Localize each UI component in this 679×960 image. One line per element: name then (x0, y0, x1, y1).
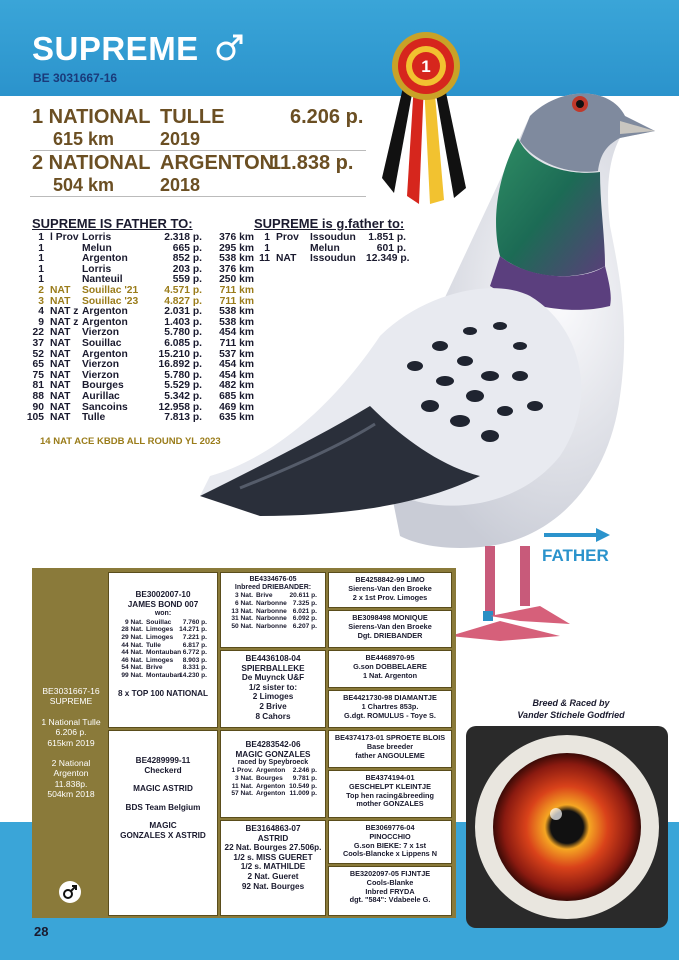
table-cell: 601 p. (376, 242, 406, 254)
table-cell: 469 km (219, 401, 254, 413)
text-line: BE4289999-11 (135, 756, 191, 765)
table-cell: 1 (264, 242, 270, 254)
result-cell: 7.760 p. (182, 618, 207, 626)
table-cell: 5.780 p. (164, 327, 202, 339)
table-cell: 37 (32, 337, 44, 349)
pedigree-dam (108, 730, 218, 916)
table-row (248, 253, 410, 265)
table-cell: Lorris (82, 232, 112, 243)
result-cell: Narbonne (256, 622, 287, 630)
text-line: G.son BIEKE: 7 x 1st (353, 840, 427, 850)
result-cell: 54 Nat. (121, 664, 143, 672)
subject-line: 11.838p. (54, 778, 88, 789)
table-cell: NAT (50, 380, 71, 392)
result-cell: Bourges (256, 774, 283, 782)
result-row (221, 767, 325, 775)
table-cell: 105 (26, 412, 44, 424)
result-cell: Argenton (256, 782, 286, 790)
text-line: BE3098498 MONIQUE (352, 613, 428, 622)
table-cell: 454 km (219, 359, 254, 371)
dam-lines (109, 756, 217, 841)
result-cell: 11.009 p. (289, 790, 317, 798)
table-cell: NAT (50, 348, 71, 360)
table-cell: 6.085 p. (164, 337, 202, 349)
text-line: G.son DOBBELAERE (353, 661, 427, 671)
result-cell: 20.611 p. (289, 592, 317, 600)
result-cell: 6.207 p. (292, 622, 317, 630)
table-cell: Souillac '23 (82, 295, 139, 307)
table-cell: l Prov (50, 232, 79, 243)
pedigree-ggparent (328, 866, 452, 916)
table-cell: 665 p. (172, 242, 202, 254)
result-row (221, 608, 325, 616)
table-cell: 1 (38, 263, 44, 275)
result-cell: 7.221 p. (182, 633, 207, 641)
subject-line: BE3031667-16 (42, 686, 100, 696)
table-cell: Vierzon (82, 369, 120, 381)
result-cell: Montauban (146, 671, 182, 679)
sire-extra: 8 x TOP 100 NATIONAL (117, 688, 209, 698)
table-cell: 537 km (219, 348, 254, 360)
text-line: G.dgt. ROMULUS - Toye S. (344, 710, 436, 720)
table-cell: Vierzon (82, 327, 120, 339)
table-cell: 5.342 p. (164, 390, 202, 402)
arrow-right-icon (544, 528, 610, 542)
text-line: BDS Team Belgium (125, 802, 201, 812)
table-cell: 1 (38, 242, 44, 254)
table-cell: 3 (38, 295, 44, 307)
result-cell: 14.271 p. (179, 626, 207, 634)
table-cell (44, 265, 82, 276)
eye-image (466, 726, 668, 928)
result-cell: 1 Prov. (231, 767, 253, 775)
result-row (109, 649, 217, 657)
table-cell: 11 (259, 253, 270, 265)
table-cell: 1 (264, 232, 270, 243)
result-row (221, 600, 325, 608)
table-cell: 5.529 p. (164, 380, 202, 392)
subject-line: 615km 2019 (47, 737, 95, 748)
table-cell: NAT (50, 390, 71, 402)
ss-results (221, 592, 325, 630)
text-line: BE3069776-04 (365, 823, 415, 832)
result-cell: 29 Nat. (121, 633, 143, 641)
result-row (109, 664, 217, 672)
pedigree-ss (220, 572, 326, 648)
table-cell: 5.780 p. (164, 369, 202, 381)
ds-ring: BE4283542-06 (245, 740, 301, 749)
result-2-race: ARGENTON (160, 152, 275, 174)
table-cell: NAT (50, 401, 71, 413)
text-line: Cools-Blancke x Lippens N (342, 849, 438, 859)
result-cell: Argenton (256, 767, 286, 775)
table-cell: 2.031 p. (164, 306, 202, 318)
subject-line: 1 National Tulle (41, 716, 101, 727)
ds-results (221, 767, 325, 797)
result-cell: Limoges (146, 626, 174, 634)
result-row (109, 634, 217, 642)
table-cell: 12.958 p. (158, 401, 202, 413)
table-cell: 7.813 p. (164, 412, 202, 424)
pedigree-ggparent (328, 650, 452, 688)
table-cell: NAT (276, 253, 297, 265)
result-1-place: 1 NATIONAL (32, 106, 151, 128)
result-cell: 8.331 p. (182, 664, 207, 672)
ds-sub: raced by Speybroeck (237, 759, 309, 767)
result-cell: Limoges (146, 656, 174, 664)
table-cell (44, 254, 82, 265)
result-2-distance: 504 km (53, 175, 115, 195)
result-cell: Montauban (146, 649, 182, 657)
ss-ring: BE4334676-05 (249, 576, 297, 583)
table-cell: Argenton (82, 316, 128, 328)
table-cell: 4.827 p. (164, 295, 202, 307)
pedigree-ggparent (328, 770, 452, 818)
table-cell: 376 km (219, 263, 254, 275)
table-cell: Aurillac (82, 390, 120, 402)
table-cell: 635 km (219, 412, 254, 424)
table-cell: Nanteuil (82, 274, 123, 286)
ace-note: 14 NAT ACE KBDB ALL ROUND YL 2023 (40, 436, 221, 447)
result-row (109, 657, 217, 665)
text-line: 1/2 s. MISS GUERET (233, 852, 313, 862)
result-cell: 7.325 p. (292, 600, 317, 607)
table-cell: 65 (32, 359, 44, 371)
result-cell: Souillac (146, 618, 172, 626)
text-line: BE3202097-05 FIJNTJE (349, 869, 431, 878)
table-cell: 12.349 p. (366, 253, 410, 265)
table-cell: 81 (32, 380, 44, 392)
table-cell: 88 (32, 390, 44, 402)
page-title (32, 30, 246, 68)
pedigree-ggparent (328, 572, 452, 608)
male-symbol-icon (58, 880, 82, 904)
table-row (248, 233, 406, 244)
table-cell: Sancoins (82, 401, 128, 413)
pedigree-ggparent (328, 610, 452, 648)
table-cell: 1.403 p. (164, 316, 202, 328)
result-row (221, 615, 325, 623)
text-line: Cools-Blanke (366, 877, 414, 887)
result-row (109, 642, 217, 650)
result-cell: 99 Nat. (121, 671, 143, 679)
table-row (24, 392, 254, 403)
pedigree-sd (220, 650, 326, 728)
result-2-place: 2 NATIONAL (32, 152, 151, 174)
table-cell: 203 p. (172, 263, 202, 275)
result-cell: Narbonne (256, 607, 287, 615)
result-cell: 10.549 p. (289, 782, 317, 790)
father-to-table (24, 233, 254, 424)
text-line: PINOCCHIO (369, 831, 411, 841)
breeder-line-1: Breed & Raced by (532, 698, 610, 708)
pedigree-ggparent (328, 730, 452, 768)
result-row (221, 775, 325, 783)
table-cell: 376 km (219, 232, 254, 243)
male-symbol-icon (214, 32, 246, 64)
table-cell: Tulle (82, 412, 106, 424)
table-cell: NAT (50, 327, 71, 339)
table-cell: 4 (38, 306, 44, 318)
result-2-birds: 11.838 p. (270, 152, 354, 174)
table-cell: Prov (276, 232, 299, 243)
table-cell: Issoudun (310, 232, 356, 243)
text-line: SPIERBALLEKE (241, 663, 305, 673)
pedigree-sire (108, 572, 218, 728)
result-row (221, 790, 325, 798)
text-line: mother GONZALES (356, 799, 424, 809)
result-cell: 31 Nat. (231, 615, 253, 623)
table-cell: 454 km (219, 369, 254, 381)
result-cell: Brive (146, 664, 163, 672)
result-1-birds: 6.206 p. (290, 106, 364, 128)
table-cell: NAT z (50, 316, 79, 328)
result-cell: 28 Nat. (121, 626, 143, 634)
result-row (109, 626, 217, 634)
text-line: De Muynck U&F (241, 673, 305, 683)
table-cell: Souillac '21 (82, 284, 139, 296)
text-line: father ANGOULEME (355, 750, 425, 760)
rosette-label: 1 (421, 57, 431, 76)
subject-line: Argenton (53, 768, 89, 779)
result-row (109, 672, 217, 680)
text-line: Top hen racing&breeding (346, 790, 434, 800)
text-line: Sierens-Van den Broeke (348, 621, 432, 631)
text-line: 2 Brive (259, 701, 287, 711)
result-row (221, 623, 325, 631)
pedigree-dd (220, 820, 326, 916)
table-cell: 16.892 p. (158, 359, 202, 371)
table-cell: 454 km (219, 327, 254, 339)
table-cell: 711 km (219, 337, 254, 349)
subject-line: SUPREME (49, 696, 93, 707)
table-row (24, 339, 254, 350)
sire-won-label: won: (154, 610, 172, 618)
table-row (24, 233, 254, 244)
pedigree-subject (36, 686, 106, 800)
result-cell: 6.772 p. (182, 649, 207, 657)
text-line: dgt. "584": Vdabeele G. (349, 895, 431, 905)
table-cell: 22 (32, 327, 44, 339)
table-row (24, 286, 254, 297)
table-cell: Melun (310, 242, 340, 254)
text-line: 1/2 s. MATHILDE (240, 862, 306, 872)
table-cell: 711 km (219, 295, 254, 307)
result-cell: 6 Nat. (235, 600, 253, 607)
table-cell: 482 km (219, 380, 254, 392)
text-line: Checkerd (144, 765, 182, 775)
result-cell: 44 Nat. (121, 641, 143, 649)
text-line: ASTRID (257, 833, 289, 843)
ss-sub: Inbreed DRIEBANDER: (234, 584, 312, 592)
table-cell: NAT z (50, 306, 79, 318)
table-cell: NAT (50, 369, 71, 381)
page-number: 28 (34, 924, 49, 939)
text-line: Sierens-Van den Broeke (348, 583, 432, 593)
father-label: FATHER (542, 546, 609, 565)
result-cell: 44 Nat. (121, 649, 143, 657)
result-cell: 9 Nat. (125, 618, 143, 626)
pedigree-ggparent (328, 820, 452, 864)
table-cell: NAT (50, 295, 71, 307)
subject-line (36, 748, 106, 758)
result-row (109, 619, 217, 627)
table-cell: 559 p. (172, 274, 202, 286)
text-line: BE4468970-95 (365, 653, 415, 662)
result-cell: 46 Nat. (121, 656, 143, 664)
result-cell: 9.781 p. (292, 774, 317, 782)
result-1-race: TULLE (160, 106, 225, 128)
result-row (221, 592, 325, 600)
table-cell: 295 km (219, 242, 254, 254)
text-line: 2 x 1st Prov. Limoges (352, 592, 428, 602)
result-cell: 8.903 p. (182, 656, 207, 664)
text-line: Dgt. DRIEBANDER (357, 630, 423, 640)
text-line: BE4374194-01 (365, 773, 415, 782)
subject-line: 2 National (51, 758, 91, 769)
text-line: GONZALES X ASTRID (120, 830, 206, 840)
result-cell: 3 Nat. (235, 774, 253, 782)
table-cell: 538 km (219, 316, 254, 328)
table-cell: 711 km (219, 284, 254, 296)
result-1-year: 2019 (160, 129, 201, 149)
table-row (24, 413, 254, 424)
table-cell: NAT (50, 359, 71, 371)
text-line (109, 794, 217, 803)
table-cell: Argenton (82, 348, 128, 360)
subject-line (36, 707, 106, 717)
table-cell: 1 (38, 253, 44, 265)
table-cell: Bourges (82, 380, 124, 392)
text-line: 2 Limoges (252, 692, 294, 702)
ds-name: MAGIC GONZALES (235, 749, 311, 759)
result-cell: Tulle (146, 641, 161, 649)
table-cell: NAT (50, 337, 71, 349)
pedigree-ggparent (328, 690, 452, 728)
text-line (109, 775, 217, 784)
text-line: 22 Nat. Bourges 27.506p. (224, 843, 322, 853)
table-cell: Lorris (82, 263, 112, 275)
text-line: BE4436108-04 (245, 654, 301, 663)
table-cell: 15.210 p. (158, 348, 202, 360)
bird-name: SUPREME (32, 30, 199, 67)
table-cell: 250 km (219, 274, 254, 286)
table-cell: Argenton (82, 306, 128, 318)
table-cell (44, 244, 82, 255)
result-1-distance: 615 km (53, 129, 115, 149)
result-cell: 6.817 p. (182, 641, 207, 649)
text-line: Inbred FRYDA (365, 886, 415, 896)
subject-line: 504km 2018 (47, 789, 95, 800)
result-2-year: 2018 (160, 175, 201, 195)
ring-number: BE 3031667-16 (33, 71, 118, 85)
table-cell: 538 km (219, 306, 254, 318)
text-line: 1 Chartres 853p. (361, 701, 419, 711)
table-cell: 75 (32, 369, 44, 381)
result-cell: 6.021 p. (292, 607, 317, 615)
subject-line: 6.206 p. (55, 727, 87, 738)
text-line: GESCHELPT KLEINTJE (349, 781, 431, 791)
result-cell: 3 Nat. (235, 592, 253, 600)
text-line: BE4258842-99 LIMO (355, 575, 425, 584)
table-cell: Argenton (82, 253, 128, 265)
result-cell: Limoges (146, 633, 174, 641)
result-cell: Narbonne (256, 615, 287, 623)
table-cell: 2.318 p. (164, 232, 202, 243)
result-cell: Narbonne (256, 600, 287, 607)
text-line: MAGIC ASTRID (133, 784, 193, 794)
table-cell: 9 (38, 316, 44, 328)
table-cell: 852 p. (172, 253, 202, 265)
text-line: 92 Nat. Bourges (241, 881, 305, 891)
text-line: 8 Cahors (255, 711, 291, 721)
text-line: 2 Nat. Gueret (247, 871, 299, 881)
sire-ring: BE3002007-10 (135, 590, 191, 599)
result-cell: 14.230 p. (179, 671, 207, 679)
result-cell: Brive (256, 592, 273, 600)
father-to-heading: SUPREME IS FATHER TO: (32, 216, 193, 231)
text-line: MAGIC (149, 821, 177, 831)
text-line (109, 812, 217, 821)
table-cell: Issoudun (310, 253, 356, 265)
gfather-to-table (248, 232, 410, 265)
table-cell: 90 (32, 401, 44, 413)
gfather-to-heading: SUPREME is g.father to: (254, 216, 405, 231)
table-cell: 1 (38, 274, 44, 286)
text-line: 1/2 sister to: (248, 682, 298, 692)
table-cell: 685 km (219, 390, 254, 402)
text-line: BE3164863-07 (245, 824, 301, 833)
result-cell: 6.092 p. (292, 615, 317, 623)
breeder-line-2: Vander Stichele Godfried (517, 710, 625, 720)
sire-results (109, 619, 217, 680)
pedigree-ds (220, 730, 326, 818)
table-cell: 1.851 p. (368, 232, 406, 243)
table-cell: 52 (32, 348, 44, 360)
result-cell: 11 Nat. (231, 782, 253, 790)
result-cell: 13 Nat. (231, 607, 253, 615)
result-cell: Argenton (256, 790, 286, 798)
text-line: BE4421730-98 DIAMANTJE (343, 693, 437, 702)
table-cell: 2 (38, 284, 44, 296)
table-cell: 1 (38, 232, 44, 243)
result-cell: 50 Nat. (231, 622, 253, 630)
sire-name: JAMES BOND 007 (127, 599, 199, 609)
table-cell: Souillac (82, 337, 122, 349)
breeder-credit (476, 697, 666, 721)
text-line: Base breeder (366, 741, 414, 751)
result-cell: 57 Nat. (231, 790, 253, 798)
text-line: BE4374173-01 SPROETE BLOIS (334, 733, 446, 742)
table-cell: NAT (50, 284, 71, 296)
table-cell: 4.571 p. (164, 284, 202, 296)
text-line: 1 Nat. Argenton (362, 670, 418, 680)
table-cell: Melun (82, 242, 112, 254)
table-cell: 538 km (219, 253, 254, 265)
dd-lines (221, 824, 325, 891)
table-cell: NAT (50, 412, 71, 424)
sd-lines (221, 654, 325, 721)
result-cell: 2.246 p. (292, 767, 317, 775)
table-cell: Vierzon (82, 359, 120, 371)
result-row (221, 783, 325, 791)
